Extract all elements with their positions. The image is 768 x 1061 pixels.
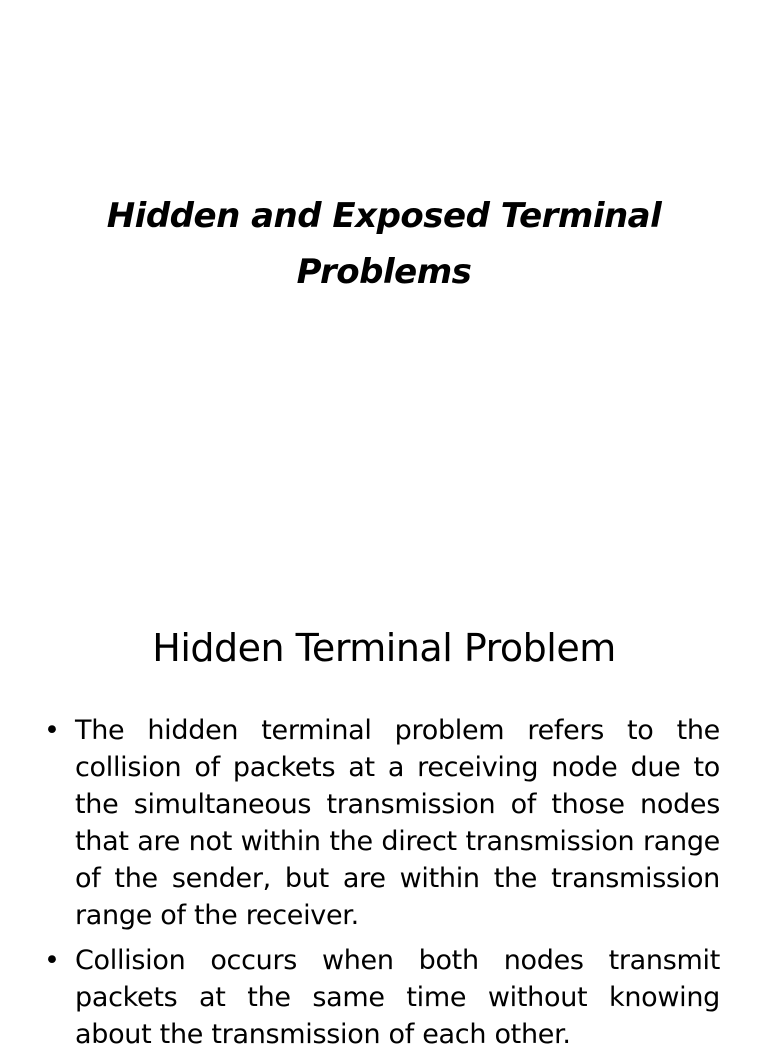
slide-title-line-2: Problems	[296, 252, 472, 292]
slide-title-line-1: Hidden and Exposed Terminal	[106, 196, 662, 236]
bullet-item-hidden-terminal-definition	[40, 712, 720, 934]
slide-title	[40, 188, 728, 300]
bullet-text: Collision occurs when both nodes transmit packets at the same time without knowing about the transmission of each other.	[75, 945, 720, 1050]
bullet-list	[40, 712, 720, 1061]
bullet-dot-icon: •	[44, 945, 60, 976]
section-heading: Hidden Terminal Problem	[152, 626, 616, 670]
bullet-text: The hidden terminal problem refers to the collision of packets at a receiving node due to the simultaneous transmission of those nodes that are not within the direct transmission range of the sender, but are within the transmission range of the receiver.	[75, 715, 720, 931]
bullet-dot-icon: •	[44, 715, 60, 746]
bullet-item-collision	[40, 942, 720, 1053]
